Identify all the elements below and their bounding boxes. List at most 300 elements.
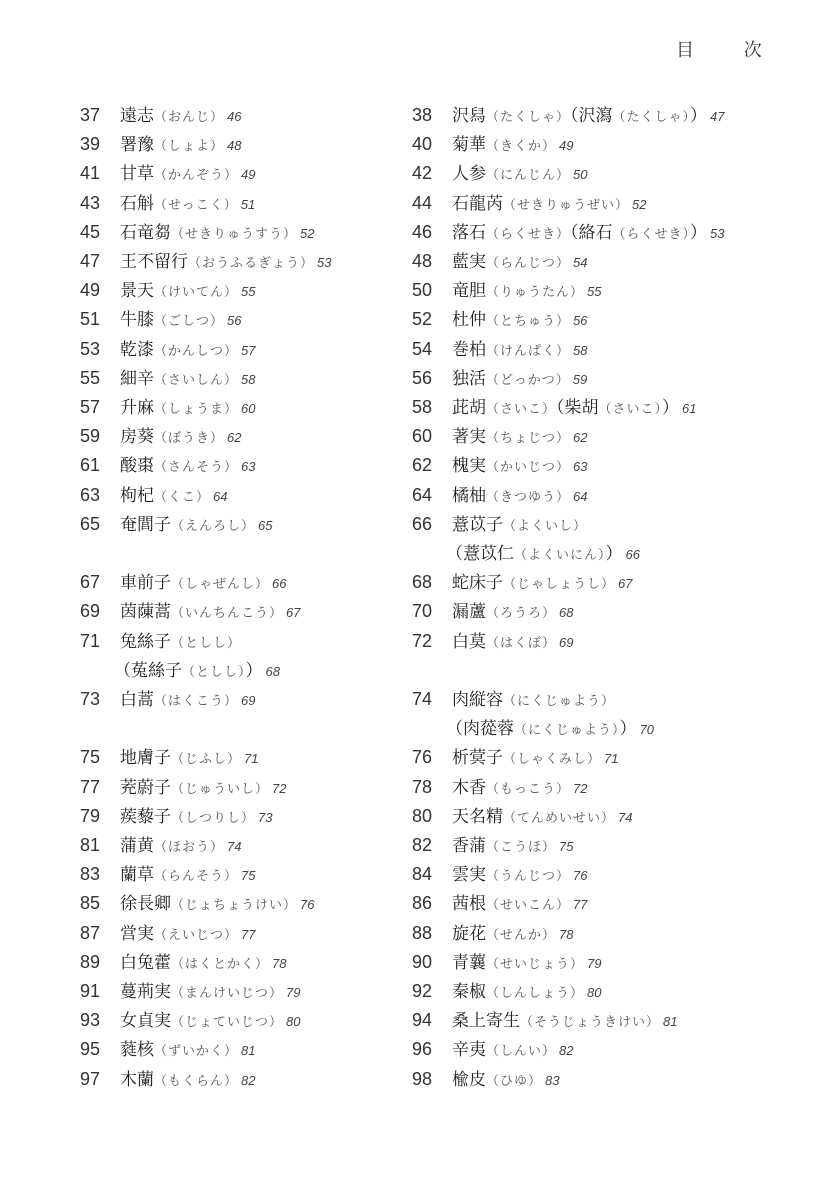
- entry-number: 61: [80, 455, 101, 476]
- entry-page: 56: [227, 313, 242, 329]
- entry-alt-reading: （としし）: [182, 664, 246, 680]
- entry-number: 64: [412, 484, 433, 505]
- entry-number: 87: [80, 922, 101, 943]
- entry-number: 81: [80, 835, 101, 855]
- entry-number: 60: [412, 426, 433, 447]
- entry-name: 王不留行: [120, 252, 188, 272]
- entry-number: 68: [412, 572, 433, 593]
- entry-name: 牛膝: [120, 310, 154, 331]
- entry-name: 細辛: [120, 368, 154, 389]
- entry-body: [120, 831, 241, 862]
- entry-page: 69: [559, 634, 574, 650]
- entry-page: 58: [241, 371, 256, 387]
- entry-alt-reading: （らくせき）: [612, 226, 691, 242]
- entry-page: 58: [573, 342, 588, 358]
- entry-name: 蔓荊実: [120, 982, 171, 1002]
- entry-reading: （せいじょう）: [486, 956, 585, 972]
- entry-number: 97: [80, 1068, 101, 1089]
- entry-reading: （とちゅう）: [486, 314, 571, 330]
- entry-body: [120, 568, 286, 599]
- entry-page: 82: [559, 1043, 574, 1059]
- entry-reading: （けんぱく）: [486, 343, 571, 359]
- entry-number: 83: [80, 864, 101, 885]
- entry-body: [120, 802, 272, 833]
- entry-name: 甘草: [120, 164, 154, 185]
- entry-number: 67: [80, 572, 101, 593]
- entry-reading: （ろうろ）: [486, 606, 557, 622]
- entry-name: 白莫: [452, 631, 486, 652]
- entry-body: [452, 948, 601, 979]
- entry-number: 75: [80, 747, 101, 768]
- entry-body: [452, 773, 587, 804]
- entry-alt-name: 柴胡: [564, 398, 599, 418]
- entry-body: [452, 218, 725, 249]
- entry-reading: （ほおう）: [154, 840, 225, 855]
- entry-number: 42: [412, 163, 433, 184]
- entry-body: [452, 159, 587, 190]
- paren-open: （: [446, 719, 463, 740]
- entry-name: 蒲黄: [120, 836, 154, 856]
- entry-body: [452, 802, 632, 833]
- entry-reading: （じょちょうけい）: [171, 898, 298, 914]
- entry-page: 74: [227, 839, 242, 854]
- entry-number: 55: [80, 367, 101, 388]
- paren-open: （: [114, 660, 131, 681]
- entry-reading: （さいしん）: [154, 372, 239, 388]
- entry-page: 70: [639, 722, 654, 738]
- entry-page: 48: [227, 138, 242, 154]
- entry-name: 景天: [120, 281, 154, 302]
- entry-name: 房葵: [120, 427, 154, 448]
- entry-name: 槐実: [452, 456, 486, 477]
- entry-body: [120, 247, 331, 278]
- entry-body: [452, 1035, 573, 1066]
- entry-page: 64: [213, 488, 228, 504]
- entry-page: 53: [317, 255, 332, 270]
- entry-number: 46: [412, 221, 433, 242]
- entry-body: [452, 189, 646, 220]
- entry-reading: （しつりし）: [171, 810, 256, 826]
- entry-page: 73: [258, 809, 273, 825]
- entry-number: 45: [80, 221, 101, 242]
- entry-name: 漏蘆: [452, 602, 486, 623]
- entry-page: 47: [710, 109, 725, 124]
- entry-body: [452, 393, 697, 424]
- entry-alt-line: [446, 714, 654, 745]
- entry-number: 73: [80, 689, 101, 709]
- entry-page: 53: [710, 225, 725, 241]
- entry-number: 69: [80, 601, 101, 622]
- entry-name: 巻柏: [452, 339, 486, 360]
- entry-number: 39: [80, 134, 101, 155]
- entry-page: 78: [272, 955, 287, 971]
- entry-reading: （せいこん）: [486, 898, 571, 914]
- entry-name: 楡皮: [452, 1069, 486, 1090]
- entry-alt-reading: （にくじゅよう）: [514, 723, 620, 739]
- entry-page: 79: [587, 955, 602, 971]
- entry-number: 58: [412, 397, 433, 417]
- entry-body: [120, 919, 255, 950]
- entry-number: 79: [80, 805, 101, 826]
- entry-page: 72: [573, 780, 588, 796]
- entry-name: 杜仲: [452, 310, 486, 331]
- entry-number: 80: [412, 805, 433, 826]
- entry-name: 著実: [452, 427, 486, 448]
- entry-reading: （まんけいじつ）: [171, 986, 284, 1001]
- entry-name: 酸棗: [120, 456, 154, 477]
- entry-body: [120, 510, 272, 541]
- entry-number: 96: [412, 1039, 433, 1060]
- entry-number: 91: [80, 981, 101, 1001]
- entry-reading: （ごしつ）: [154, 314, 225, 330]
- entry-reading: （しんしょう）: [486, 986, 585, 1001]
- entry-number: 90: [412, 951, 433, 972]
- entry-page: 57: [241, 342, 256, 358]
- entry-page: 71: [244, 751, 259, 767]
- entry-body: [120, 1006, 300, 1037]
- entry-page: 67: [618, 576, 633, 592]
- entry-page: 49: [559, 138, 574, 154]
- entry-name: 天名精: [452, 806, 503, 827]
- entry-body: [120, 335, 255, 366]
- entry-body: [120, 364, 255, 395]
- entry-page: 75: [241, 868, 256, 884]
- entry-name: 枸杞: [120, 485, 154, 506]
- entry-reading: （りゅうたん）: [486, 285, 585, 301]
- entry-reading: （おんじ）: [154, 110, 225, 125]
- entry-name: 地膚子: [120, 748, 171, 769]
- entry-reading: （らんそう）: [154, 869, 239, 885]
- entry-name: 青蘘: [452, 952, 486, 973]
- entry-body: [120, 597, 300, 628]
- paren-open: （: [556, 398, 565, 418]
- paren-open: （: [446, 543, 463, 564]
- entry-body: [120, 743, 258, 774]
- entry-body: [452, 451, 587, 482]
- entry-page: 65: [258, 517, 273, 533]
- entry-reading: （はくこう）: [154, 694, 239, 709]
- entry-number: 47: [80, 251, 101, 271]
- entry-reading: （そうじょうきけい）: [520, 1015, 661, 1031]
- entry-name: 秦椒: [452, 982, 486, 1002]
- entry-number: 40: [412, 134, 433, 155]
- entry-alt-name: 沢瀉: [578, 106, 613, 126]
- entry-reading: （らくせき）: [486, 226, 571, 242]
- entry-page: 69: [241, 693, 256, 708]
- entry-page: 76: [300, 897, 315, 913]
- entry-page: 71: [604, 751, 619, 767]
- entry-body: [452, 860, 587, 891]
- entry-body: [120, 305, 241, 336]
- entry-alt-name: 菟絲子: [131, 660, 182, 681]
- entry-page: 51: [240, 196, 256, 212]
- entry-body: [120, 276, 255, 307]
- entry-reading: （しょよ）: [154, 139, 225, 155]
- entry-reading: （どっかつ）: [486, 372, 570, 388]
- entry-number: 88: [412, 922, 433, 943]
- entry-reading: （うんじつ）: [486, 869, 571, 885]
- entry-reading: （せんか）: [486, 927, 557, 943]
- entry-body: [120, 977, 300, 1008]
- entry-page: 60: [241, 401, 256, 416]
- entry-number: 85: [80, 893, 101, 914]
- entry-name: 香蒲: [452, 836, 486, 856]
- entry-page: 63: [241, 459, 256, 475]
- entry-reading: （しんい）: [486, 1044, 557, 1060]
- entry-page: 68: [559, 605, 574, 621]
- entry-body: [120, 159, 255, 190]
- entry-page: 77: [241, 926, 256, 942]
- entry-reading: （ずいかく）: [154, 1044, 239, 1060]
- entry-name: 旋花: [452, 923, 486, 944]
- entry-reading: （ひゆ）: [486, 1073, 543, 1089]
- entry-reading: （かんぞう）: [154, 168, 239, 184]
- entry-page: 82: [241, 1072, 256, 1088]
- entry-page: 50: [573, 167, 588, 183]
- entry-name: 営実: [120, 923, 154, 944]
- entry-number: 62: [412, 455, 433, 476]
- paren-close: ）: [690, 222, 708, 243]
- entry-alt-reading: （たくしゃ）: [612, 110, 691, 125]
- entry-reading: （てんめいせい）: [503, 810, 616, 826]
- entry-name: 奄閭子: [120, 514, 171, 535]
- paren-close: ）: [619, 719, 637, 740]
- entry-name: 析蓂子: [452, 748, 503, 769]
- entry-reading: （くこ）: [154, 489, 211, 505]
- entry-body: [452, 1065, 559, 1096]
- entry-alt-reading: （さいこ）: [598, 402, 663, 417]
- entry-name: 木蘭: [120, 1069, 154, 1090]
- entry-reading: （かんしつ）: [154, 343, 239, 359]
- entry-page: 67: [286, 605, 301, 621]
- entry-reading: （きくか）: [486, 139, 557, 155]
- entry-number: 51: [80, 309, 101, 330]
- entry-reading: （としし）: [171, 635, 242, 651]
- entry-body: [120, 422, 241, 453]
- entry-body: [452, 481, 587, 512]
- entry-reading: （きつゆう）: [486, 489, 571, 505]
- entry-number: 66: [412, 513, 433, 534]
- entry-page: 55: [241, 284, 256, 300]
- entry-number: 78: [412, 776, 433, 797]
- entry-page: 77: [573, 897, 588, 913]
- entry-reading: （こうほ）: [486, 840, 557, 855]
- entry-number: 74: [412, 689, 433, 709]
- entry-body: [120, 1065, 255, 1096]
- entry-number: 48: [412, 251, 433, 271]
- entry-number: 57: [80, 397, 101, 417]
- entry-name: 白兔藿: [120, 952, 171, 973]
- entry-reading: （けいてん）: [154, 285, 239, 301]
- entry-page: 76: [573, 868, 588, 884]
- entry-number: 38: [412, 105, 433, 125]
- entry-page: 66: [625, 546, 640, 562]
- entry-name: 蛇床子: [452, 573, 503, 594]
- entry-page: 66: [272, 576, 287, 592]
- entry-body: [452, 685, 615, 716]
- entry-reading: （じゅういし）: [171, 781, 270, 797]
- entry-number: 54: [412, 338, 433, 359]
- entry-number: 50: [412, 280, 433, 301]
- entry-reading: （よくいし）: [503, 518, 588, 534]
- entry-reading: （さいこ）: [486, 402, 557, 417]
- entry-reading: （しゃぜんし）: [171, 577, 270, 593]
- entry-name: 竜胆: [452, 281, 486, 302]
- entry-name: 蘭草: [120, 865, 154, 886]
- entry-number: 86: [412, 893, 433, 914]
- entry-number: 77: [80, 776, 101, 797]
- entry-number: 43: [80, 192, 101, 213]
- entry-name: 菊華: [452, 135, 486, 156]
- entry-name: 茜根: [452, 894, 486, 915]
- entry-body: [452, 889, 587, 920]
- entry-page: 80: [587, 985, 602, 1000]
- entry-body: [120, 685, 255, 716]
- entry-body: [120, 627, 241, 658]
- entry-name: 乾漆: [120, 339, 154, 360]
- entry-name: 石龍芮: [452, 193, 503, 214]
- entry-number: 82: [412, 835, 433, 855]
- entry-reading: （らんじつ）: [486, 256, 571, 271]
- entry-number: 72: [412, 630, 433, 651]
- entry-body: [452, 510, 587, 541]
- entry-name: 独活: [452, 368, 486, 389]
- entry-page: 56: [573, 313, 588, 329]
- entry-page: 72: [272, 780, 287, 796]
- entry-page: 61: [682, 401, 697, 416]
- entry-body: [120, 101, 241, 132]
- entry-page: 79: [286, 985, 301, 1000]
- entry-page: 80: [286, 1014, 301, 1030]
- entry-reading: （にんじん）: [486, 168, 571, 184]
- entry-reading: （じふし）: [171, 752, 242, 768]
- entry-page: 62: [227, 430, 242, 446]
- entry-name: 車前子: [120, 573, 171, 594]
- entry-body: [452, 568, 632, 599]
- paren-close: ）: [245, 660, 263, 681]
- entry-reading: （おうふるぎょう）: [188, 256, 315, 271]
- entry-name: 藍実: [452, 252, 486, 272]
- entry-body: [452, 130, 573, 161]
- entry-name: 桑上寄生: [452, 1011, 520, 1032]
- entry-body: [120, 889, 314, 920]
- entry-body: [452, 364, 587, 395]
- entry-body: [452, 919, 573, 950]
- entry-name: 茺蔚子: [120, 777, 171, 798]
- entry-reading: （はくぼ）: [486, 635, 557, 651]
- entry-number: 71: [80, 630, 101, 651]
- entry-reading: （せっこく）: [154, 197, 238, 213]
- entry-body: [120, 451, 255, 482]
- entry-body: [452, 831, 573, 862]
- entry-body: [452, 305, 587, 336]
- entry-name: 石竜芻: [120, 222, 171, 243]
- entry-name: 雲実: [452, 865, 486, 886]
- entry-body: [452, 1006, 677, 1037]
- entry-number: 52: [412, 309, 433, 330]
- entry-name: 白蒿: [120, 690, 154, 710]
- entry-page: 64: [573, 488, 588, 504]
- entry-page: 74: [618, 809, 633, 825]
- entry-number: 59: [80, 426, 101, 447]
- entry-page: 52: [632, 196, 647, 212]
- entry-page: 55: [587, 284, 602, 300]
- entry-alt-name: 絡石: [578, 222, 613, 243]
- entry-reading: （もっこう）: [486, 781, 571, 797]
- entry-body: [120, 189, 255, 220]
- entry-name: 落石: [452, 222, 486, 243]
- entry-name: 遠志: [120, 106, 154, 126]
- entry-page: 81: [241, 1043, 256, 1059]
- entry-number: 89: [80, 951, 101, 972]
- entry-page: 78: [559, 926, 574, 942]
- entry-body: [452, 743, 618, 774]
- entry-body: [120, 218, 314, 249]
- entry-reading: （いんちんこう）: [171, 606, 284, 622]
- entry-body: [452, 422, 587, 453]
- entry-name: 女貞実: [120, 1011, 171, 1032]
- entry-body: [452, 627, 573, 658]
- paren-open: （: [570, 222, 579, 243]
- entry-number: 37: [80, 105, 101, 125]
- entry-number: 84: [412, 864, 433, 885]
- entry-number: 44: [412, 192, 433, 213]
- entry-name: 蒺藜子: [120, 806, 171, 827]
- entry-name: 茈胡: [452, 398, 486, 418]
- entry-number: 49: [80, 280, 101, 301]
- entry-body: [452, 977, 601, 1008]
- entry-name: 石斛: [120, 193, 154, 214]
- entry-body: [452, 247, 587, 278]
- entry-body: [120, 1035, 255, 1066]
- entry-name: 升麻: [120, 398, 154, 418]
- paren-close: ）: [690, 106, 708, 126]
- entry-reading: （じょていじつ）: [171, 1015, 284, 1031]
- entry-name: 薏苡子: [452, 514, 503, 535]
- entry-body: [120, 860, 255, 891]
- entry-body: [120, 130, 241, 161]
- entry-page: 46: [227, 109, 242, 124]
- entry-alt-reading: （よくいにん）: [514, 547, 606, 563]
- entry-number: 63: [80, 484, 101, 505]
- entry-reading: （えんろし）: [171, 518, 256, 534]
- entry-body: [452, 276, 601, 307]
- entry-number: 94: [412, 1010, 433, 1031]
- entry-number: 70: [412, 601, 433, 622]
- entry-alt-line: [446, 539, 640, 570]
- entry-number: 92: [412, 981, 433, 1001]
- entry-reading: （かいじつ）: [486, 460, 571, 476]
- entry-number: 65: [80, 513, 101, 534]
- entry-name: 沢舄: [452, 106, 486, 126]
- entry-page: 62: [573, 430, 588, 446]
- entry-reading: （せきりゅうぜい）: [503, 197, 630, 213]
- entry-page: 81: [663, 1014, 678, 1030]
- entry-page: 68: [265, 663, 280, 679]
- entry-body: [120, 481, 227, 512]
- entry-number: 93: [80, 1010, 101, 1031]
- entry-number: 98: [412, 1068, 433, 1089]
- entry-name: 辛夷: [452, 1040, 486, 1061]
- entry-name: 橘柚: [452, 485, 486, 506]
- entry-page: 75: [559, 839, 574, 854]
- entry-name: 蕤核: [120, 1040, 154, 1061]
- entry-reading: （はくとかく）: [171, 956, 270, 972]
- entry-body: [452, 335, 587, 366]
- entry-reading: （しゃくみし）: [503, 752, 602, 768]
- entry-name: 人参: [452, 164, 486, 185]
- entry-name: 木香: [452, 777, 486, 798]
